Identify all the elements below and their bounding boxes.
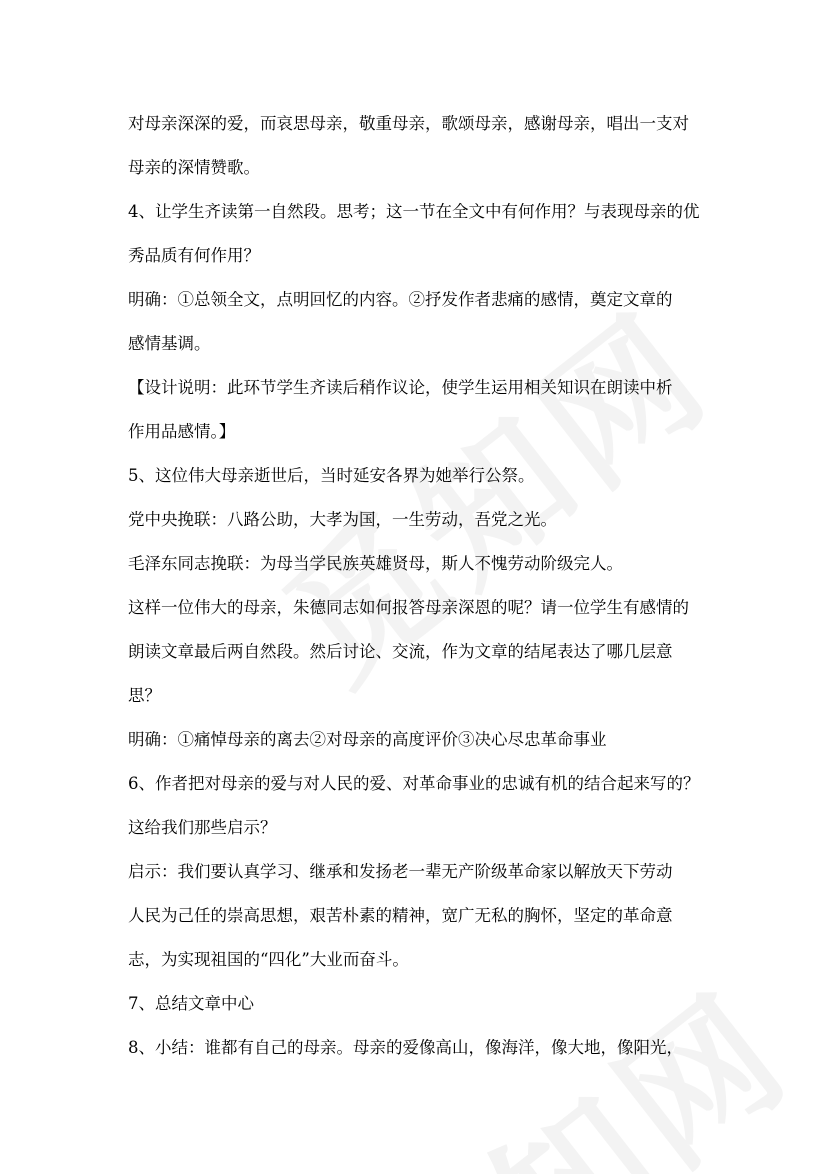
text-line: 8、小结：谁都有自己的母亲。母亲的爱像高山，像海洋，像大地，像阳光， bbox=[128, 1038, 683, 1057]
text-line: 人民为己任的崇高思想，艰苦朴素的精神，宽广无私的胸怀，坚定的革命意 bbox=[128, 906, 673, 925]
text-line: 思？ bbox=[128, 686, 161, 705]
text-line: 4、让学生齐读第一自然段。思考；这一节在全文中有何作用？与表现母亲的优 bbox=[128, 202, 700, 221]
text-line: 明确：①总领全文，点明回忆的内容。②抒发作者悲痛的感情，奠定文章的 bbox=[128, 290, 673, 309]
text-line: 志，为实现祖国的“四化”大业而奋斗。 bbox=[128, 950, 409, 969]
text-line: 7、总结文章中心 bbox=[128, 994, 254, 1013]
text-line: 母亲的深情赞歌。 bbox=[128, 158, 260, 177]
design-note-line: 作用品感情。】 bbox=[128, 422, 236, 441]
text-line: 5、这位伟大母亲逝世后，当时延安各界为她举行公祭。 bbox=[128, 466, 535, 485]
text-line: 这样一位伟大的母亲，朱德同志如何报答母亲深恩的呢？请一位学生有感情的 bbox=[128, 598, 689, 617]
design-note-line: 【设计说明：此环节学生齐读后稍作议论，使学生运用相关知识在朗读中析 bbox=[128, 378, 673, 397]
text-line: 毛泽东同志挽联：为母当学民族英雄贤母，斯人不愧劳动阶级完人。 bbox=[128, 554, 623, 573]
text-line: 明确：①痛悼母亲的离去②对母亲的高度评价③决心尽忠革命事业 bbox=[128, 730, 607, 749]
text-line: 党中央挽联：八路公助，大孝为国，一生劳动，吾党之光。 bbox=[128, 510, 557, 529]
text-line: 这给我们那些启示？ bbox=[128, 818, 277, 837]
document-body bbox=[128, 106, 718, 1074]
text-line: 启示：我们要认真学习、继承和发扬老一辈无产阶级革命家以解放天下劳动 bbox=[128, 862, 673, 881]
text-line: 秀品质有何作用？ bbox=[128, 246, 260, 265]
text-line: 朗读文章最后两自然段。然后讨论、交流，作为文章的结尾表达了哪几层意 bbox=[128, 642, 673, 661]
text-line: 6、作者把对母亲的爱与对人民的爱、对革命事业的忠诚有机的结合起来写的？ bbox=[128, 774, 700, 793]
text-line: 对母亲深深的爱，而哀思母亲，敬重母亲，歌颂母亲，感谢母亲，唱出一支对 bbox=[128, 114, 689, 133]
text-line: 感情基调。 bbox=[128, 334, 211, 353]
